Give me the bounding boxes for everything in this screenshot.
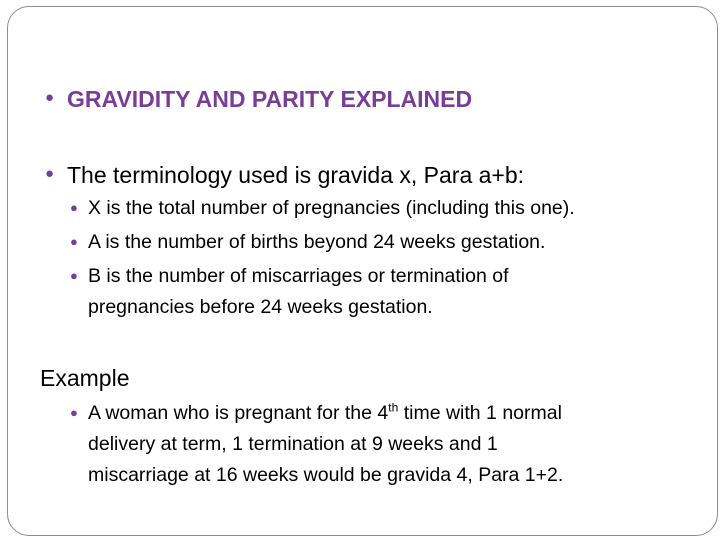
sub-bullet-icon: ● — [70, 405, 78, 420]
sub-item-a: A is the number of births beyond 24 weeks gestation. — [88, 231, 546, 253]
example-line-2: delivery at term, 1 termination at 9 weeks and 1 — [88, 433, 498, 455]
sub-bullet-icon: ● — [70, 200, 78, 215]
slide-title: GRAVIDITY AND PARITY EXPLAINED — [67, 86, 473, 112]
sub-item-b: B is the number of miscarriages or termination of — [88, 265, 509, 287]
sub-bullet-icon: ● — [70, 234, 78, 249]
example-heading: Example — [40, 365, 130, 391]
example-line-1-end: time with 1 normal — [398, 402, 562, 424]
intro-text: The terminology used is gravida x, Para a+b: — [67, 162, 525, 188]
bullet-icon: ● — [45, 89, 55, 106]
sub-item-b-continued: pregnancies before 24 weeks gestation. — [88, 296, 433, 318]
example-line-3: miscarriage at 16 weeks would be gravida 4, Para 1+2. — [88, 464, 564, 486]
bullet-icon: ● — [45, 165, 55, 182]
example-line-1 — [88, 402, 562, 425]
ordinal-suffix: th — [388, 400, 399, 415]
sub-item-x: X is the total number of pregnancies (including this one). — [88, 197, 575, 219]
example-line-1-start: A woman who is pregnant for the 4 — [88, 402, 389, 424]
sub-bullet-icon: ● — [70, 268, 78, 283]
